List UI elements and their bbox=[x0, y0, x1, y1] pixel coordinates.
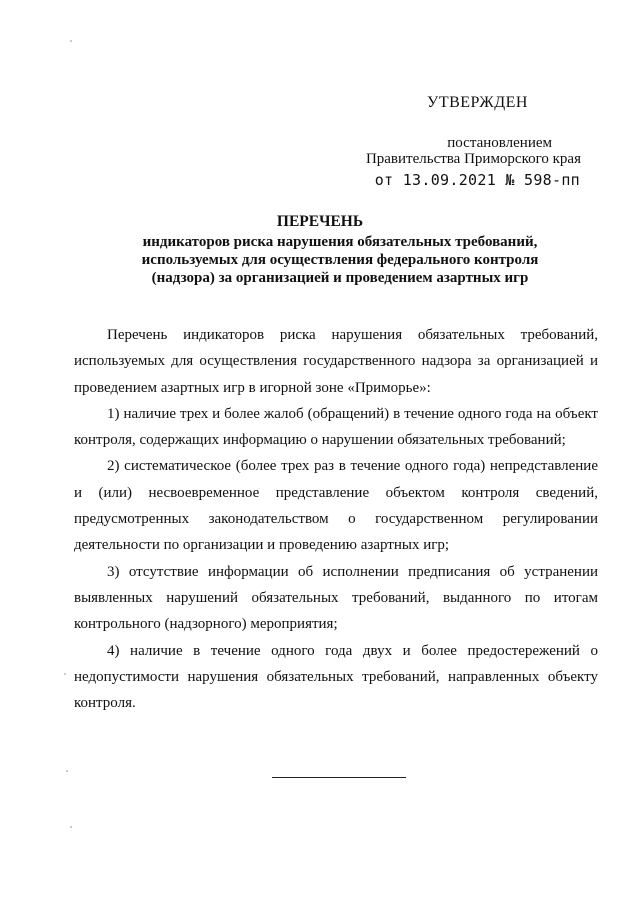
scan-speck bbox=[70, 826, 72, 828]
intro-paragraph: Перечень индикаторов риска нарушения обязательных требований, используемых для осуществления государственного надзора за организацией и проведением азартных игр в игорной зоне «Приморье»: bbox=[74, 327, 598, 396]
list-item: 3) отсутствие информации об исполнении предписания об устранении выявленных нарушений обязательных требований, выданного по итогам контрольного (надзорного) мероприятия; bbox=[74, 563, 598, 633]
list-item: 1) наличие трех и более жалоб (обращений) в течение одного года на объект контроля, содержащих информацию о нарушении обязательных требований; bbox=[74, 405, 598, 449]
scan-speck bbox=[66, 770, 68, 772]
document-title: ПЕРЕЧЕНЬ bbox=[276, 213, 364, 230]
list-item: 2) систематическое (более трех раз в течение одного года) непредставление и (или) несвоевременное представление объектом контроля сведений, предусмотренных законодательством о государственном регулировании деятельности по организации и проведению азартных игр; bbox=[74, 458, 598, 554]
scan-speck bbox=[64, 673, 66, 675]
document-body bbox=[74, 322, 598, 716]
decree-reference-line1: постановлением bbox=[447, 135, 552, 151]
document-subtitle: индикаторов риска нарушения обязательных требований, используемых для осуществления федерального контроля (надзора) за организацией и проведением азартных игр bbox=[141, 234, 539, 286]
decree-date-number: от 13.09.2021 № 598-пп bbox=[374, 171, 580, 189]
list-item: 4) наличие в течение одного года двух и более предостережений о недопустимости нарушения обязательных требований, направленных объекту контроля. bbox=[74, 642, 598, 712]
scan-speck bbox=[70, 40, 72, 42]
approval-stamp-title: УТВЕРЖДЕН bbox=[427, 94, 528, 111]
decree-reference-line2: Правительства Приморского края bbox=[365, 151, 581, 167]
closing-divider bbox=[272, 777, 406, 778]
